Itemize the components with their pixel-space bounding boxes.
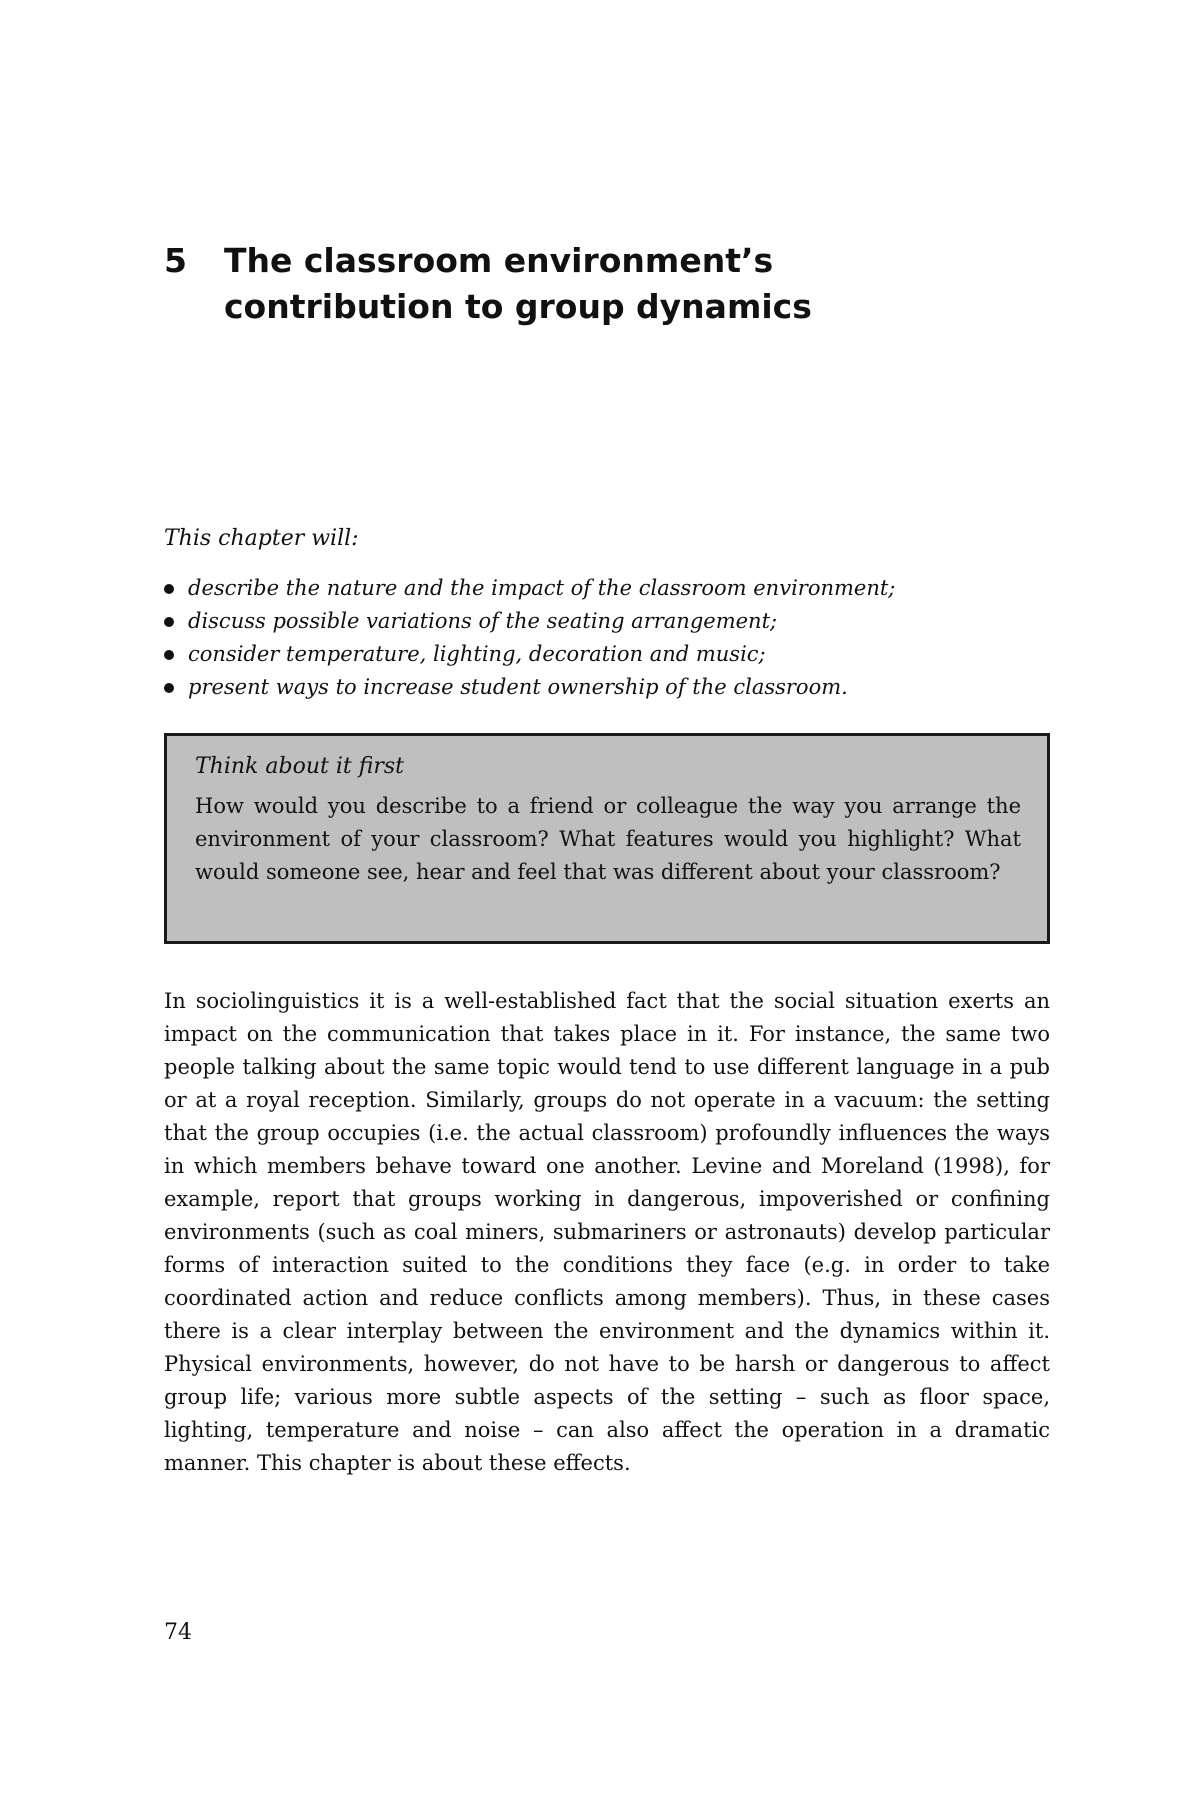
list-item — [164, 671, 1064, 704]
objective-text: consider temperature, lighting, decoration and music; — [188, 642, 766, 666]
think-box-body: How would you describe to a friend or colleague the way you arrange the environment of your classroom? What features would you highlight? What would someone see, hear and feel that was different about your classroom? — [195, 794, 1021, 884]
list-item — [164, 638, 1064, 671]
objective-text: describe the nature and the impact of the classroom environment; — [188, 576, 896, 600]
bullet-icon — [164, 683, 174, 693]
body-paragraph: In sociolinguistics it is a well-established fact that the social situation exerts an impact on the communication that takes place in it. For instance, the same two people talking about the same topic would tend to use different language in a pub or at a royal reception. Similarly, groups do not operate in a vacuum: the setting that the group occupies (i.e. the actual classroom) profoundly influences the ways in which members behave toward one another. Levine and Moreland (1998), for example, report that groups working in dangerous, impoverished or confining environments (such as coal miners, submariners or astronauts) develop particular forms of interaction suited to the conditions they face (e.g. in order to take coordinated action and reduce conflicts among members). Thus, in these cases there is a clear interplay between the environment and the dynamics within it. Physical environments, however, do not have to be harsh or dangerous to affect group life; various more subtle aspects of the setting – such as floor space, lighting, temperature and noise – can also affect the operation in a dramatic manner. This chapter is about these effects. — [164, 989, 1050, 1475]
objective-text: present ways to increase student ownership of the classroom. — [188, 675, 848, 699]
list-item — [164, 605, 1064, 638]
bullet-icon — [164, 617, 174, 627]
bullet-icon — [164, 650, 174, 660]
page-number: 74 — [164, 1620, 192, 1645]
think-box-title: Think about it first — [195, 754, 405, 779]
objectives-intro: This chapter will: — [164, 526, 359, 551]
list-item — [164, 572, 1064, 605]
objectives-list — [164, 572, 1064, 704]
think-about-it-box — [164, 733, 1050, 944]
chapter-title: The classroom environment’s contribution to group dynamics — [224, 241, 812, 326]
objective-text: discuss possible variations of the seating arrangement; — [188, 609, 778, 633]
chapter-heading — [164, 238, 1064, 330]
chapter-number: 5 — [164, 241, 187, 280]
bullet-icon — [164, 584, 174, 594]
